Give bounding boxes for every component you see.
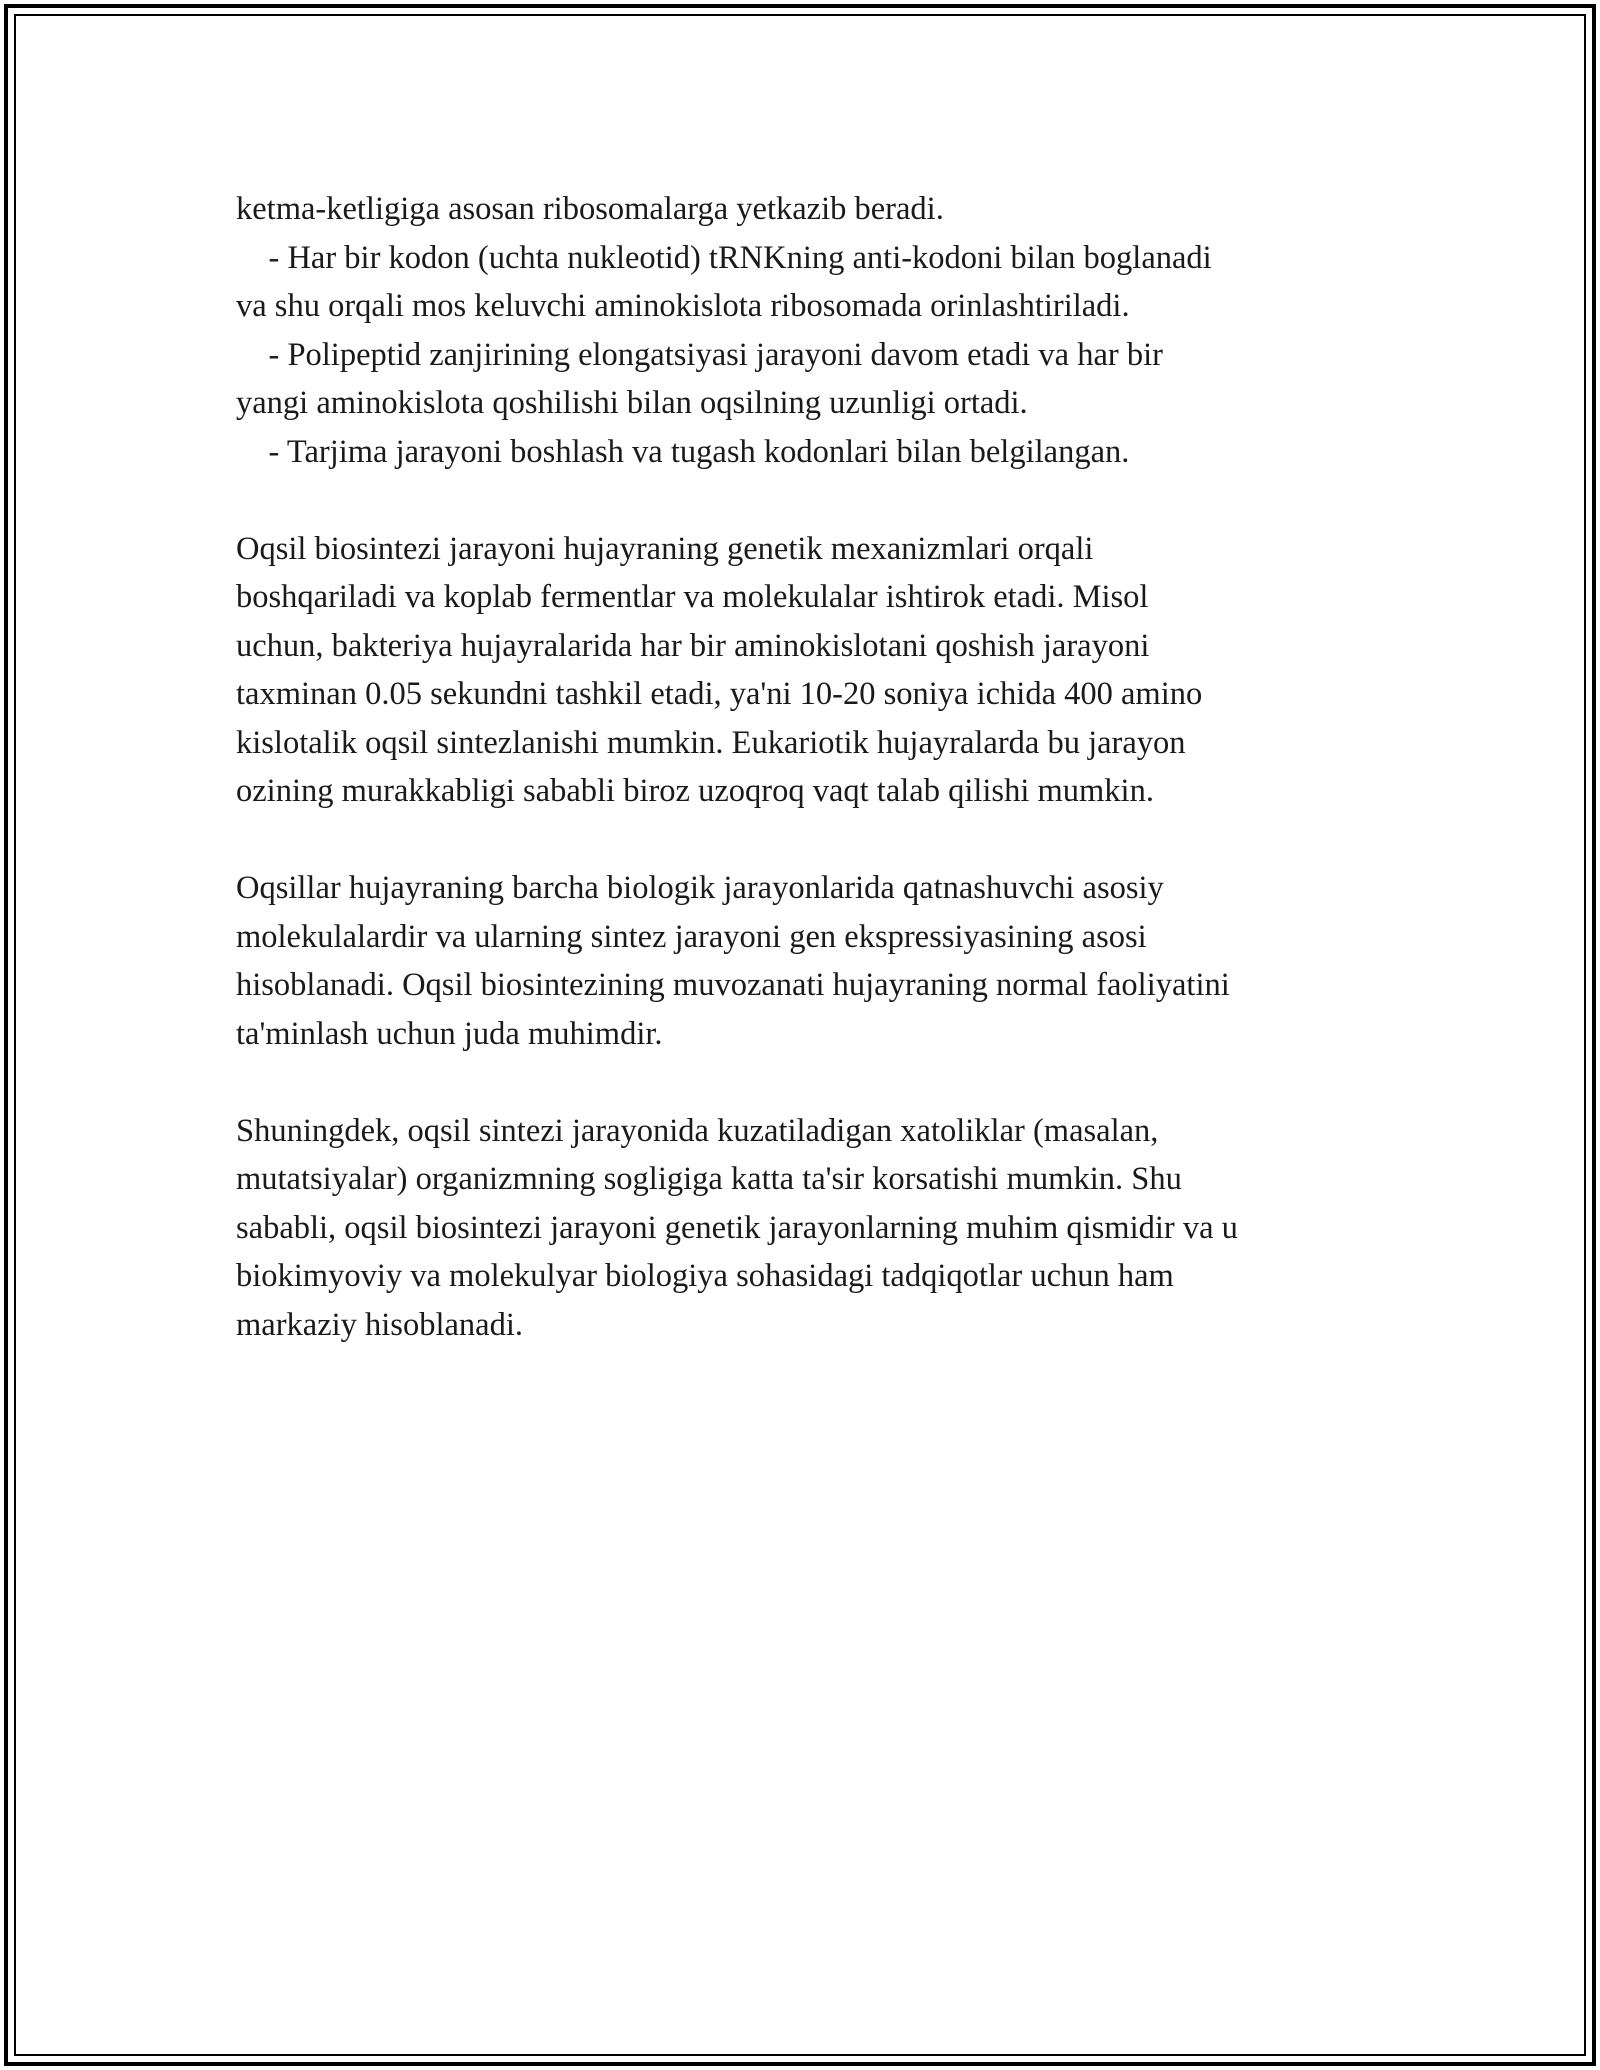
text-line: Oqsil biosintezi jarayoni hujayraning genetik mexanizmlari orqali xyxy=(236,530,1094,567)
text-line: uchun, bakteriya hujayralarida har bir aminokislotani qoshish jarayoni xyxy=(236,627,1150,664)
list-item-line: - Tarjima jarayoni boshlash va tugash kodonlari bilan belgilangan. xyxy=(236,433,1130,470)
text-line: va shu orqali mos keluvchi aminokislota ribosomada orinlashtiriladi. xyxy=(236,288,1130,324)
text-line: boshqariladi va koplab fermentlar va molekulalar ishtirok etadi. Misol xyxy=(236,579,1149,615)
text-line: Oqsillar hujayraning barcha biologik jarayonlarida qatnashuvchi asosiy xyxy=(236,870,1164,906)
text-line: molekulalardir va ularning sintez jarayoni gen ekspressiyasining asosi xyxy=(236,918,1147,955)
text-line: Shuningdek, oqsil sintezi jarayonida kuzatiladigan xatoliklar (masalan, xyxy=(236,1112,1159,1149)
text-line: biokimyoviy va molekulyar biologiya sohasidagi tadqiqotlar uchun ham xyxy=(236,1258,1174,1294)
text-line: ketma-ketligiga asosan ribosomalarga yetkazib beradi. xyxy=(236,191,944,227)
text-line: taxminan 0.05 sekundni tashkil etadi, ya'ni 10-20 soniya ichida 400 amino xyxy=(236,676,1203,712)
paragraph-synthesis-errors xyxy=(236,1107,1376,1350)
list-item-line: - Polipeptid zanjirining elongatsiyasi jarayoni davom etadi va har bir xyxy=(236,336,1163,373)
list-item-line: - Har bir kodon (uchta nukleotid) tRNKning anti-kodoni bilan boglanadi xyxy=(236,239,1212,276)
text-line: sababli, oqsil biosintezi jarayoni genetik jarayonlarning muhim qismidir va u xyxy=(236,1209,1238,1246)
paragraph-protein-importance xyxy=(236,864,1376,1058)
list-continuation-block xyxy=(236,185,1376,476)
text-line: ta'minlash uchun juda muhimdir. xyxy=(236,1015,663,1052)
text-line: ozining murakkabligi sababli biroz uzoqroq vaqt talab qilishi mumkin. xyxy=(236,773,1154,809)
paragraph-biosynthesis-regulation xyxy=(236,525,1376,816)
text-line: markaziy hisoblanadi. xyxy=(236,1306,523,1343)
text-line: hisoblanadi. Oqsil biosintezining muvozanati hujayraning normal faoliyatini xyxy=(236,967,1230,1003)
text-line: yangi aminokislota qoshilishi bilan oqsilning uzunligi ortadi. xyxy=(236,385,1028,421)
text-line: kislotalik oqsil sintezlanishi mumkin. Eukariotik hujayralarda bu jarayon xyxy=(236,724,1186,761)
document-body xyxy=(236,185,1376,1398)
text-line: mutatsiyalar) organizmning sogligiga katta ta'sir korsatishi mumkin. Shu xyxy=(236,1161,1182,1197)
